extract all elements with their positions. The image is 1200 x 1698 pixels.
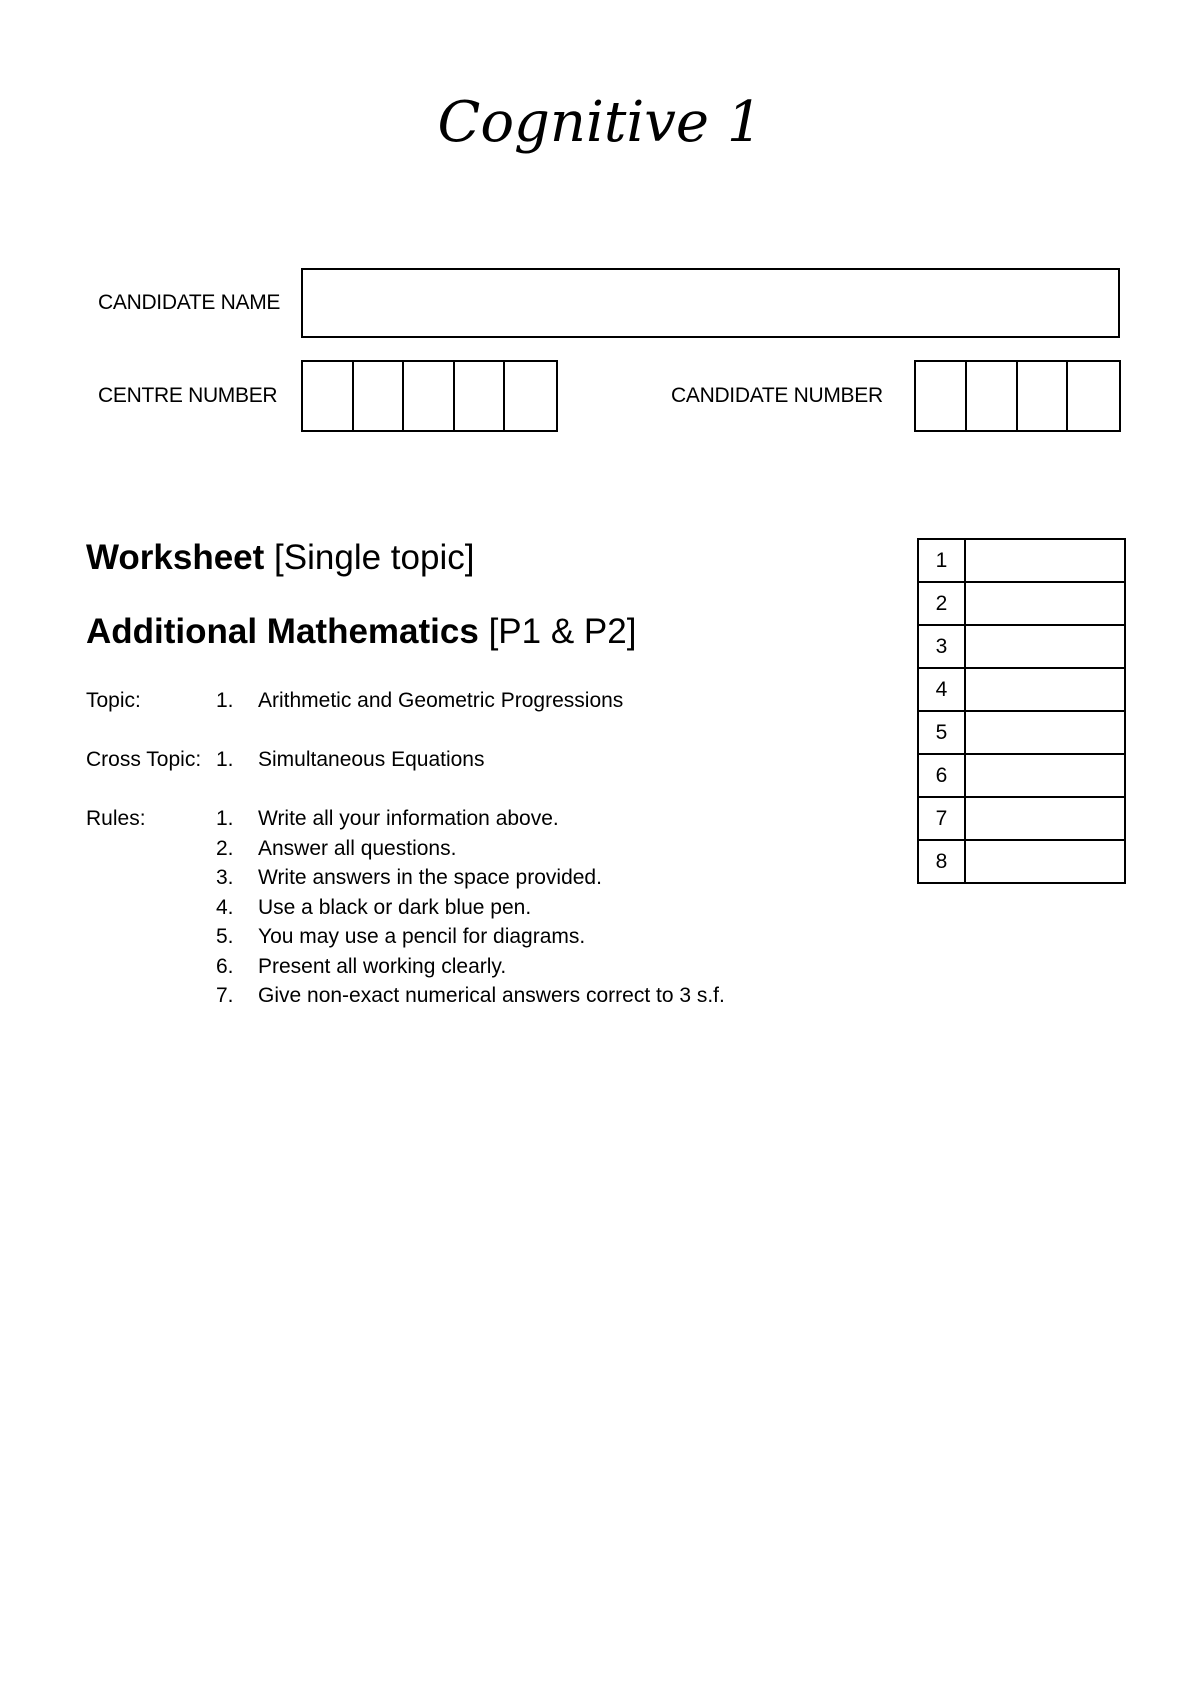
worksheet-heading [86,540,474,575]
cross-topic-item-text: Simultaneous Equations [258,748,485,771]
table-row [918,797,1125,840]
rules-row [86,804,725,1007]
topic-label: Topic: [86,689,141,712]
question-number: 3 [918,625,965,668]
list-item [216,922,725,952]
question-number: 2 [918,582,965,625]
question-number: 6 [918,754,965,797]
rule-number: 4. [216,895,234,919]
cross-topic-label: Cross Topic: [86,748,202,771]
mark-cell[interactable] [965,625,1125,668]
candidate-number-label: CANDIDATE NUMBER [671,384,883,407]
rule-text: Write answers in the space provided. [258,866,602,889]
page-title: Cognitive 1 [437,90,763,155]
question-number: 4 [918,668,965,711]
table-row [918,668,1125,711]
candidate-digit-box[interactable] [967,362,1018,430]
mark-cell[interactable] [965,797,1125,840]
rule-text: Answer all questions. [258,836,457,860]
table-row [918,711,1125,754]
candidate-name-label: CANDIDATE NAME [98,291,281,314]
list-item [216,981,725,1011]
list-item [216,952,725,982]
mark-cell[interactable] [965,539,1125,582]
cross-topic-row [86,745,484,775]
table-row [918,625,1125,668]
mark-cell[interactable] [965,582,1125,625]
score-table [917,538,1126,884]
rule-text: Give non-exact numerical answers correct to 3 s.f. [258,984,725,1007]
cross-topic-item-number: 1. [216,748,234,771]
rules-list [216,804,725,1011]
candidate-digit-box[interactable] [916,362,967,430]
table-row [918,754,1125,797]
list-item [216,804,725,834]
centre-number-label: CENTRE NUMBER [98,384,278,407]
table-row [918,840,1125,883]
worksheet-heading-type: [Single topic] [274,538,475,577]
rule-text: You may use a pencil for diagrams. [258,925,586,948]
topic-item-number: 1. [216,689,234,712]
rule-number: 3. [216,866,234,889]
candidate-digit-box[interactable] [1068,362,1119,430]
question-number: 1 [918,539,965,582]
table-row [918,539,1125,582]
rule-number: 7. [216,984,234,1007]
centre-digit-box[interactable] [404,362,455,430]
list-item [216,834,725,864]
subject-heading-bold: Additional Mathematics [86,612,479,651]
rule-text: Write all your information above. [258,807,559,830]
worksheet-heading-bold: Worksheet [86,538,265,577]
mark-cell[interactable] [965,711,1125,754]
rule-number: 2. [216,836,234,860]
list-item [216,893,725,923]
topic-item-text: Arithmetic and Geometric Progressions [258,689,624,712]
rule-number: 5. [216,925,234,948]
rule-text: Present all working clearly. [258,954,507,978]
candidate-digit-box[interactable] [1018,362,1069,430]
centre-digit-box[interactable] [505,362,556,430]
question-number: 5 [918,711,965,754]
candidate-name-field[interactable] [301,268,1120,338]
list-item [216,863,725,893]
candidate-number-field[interactable] [914,360,1121,432]
rule-number: 1. [216,807,234,830]
rules-label: Rules: [86,807,146,830]
centre-digit-box[interactable] [354,362,405,430]
rule-text: Use a black or dark blue pen. [258,895,532,919]
topic-row [86,686,623,716]
centre-digit-box[interactable] [455,362,506,430]
question-number: 8 [918,840,965,883]
question-number: 7 [918,797,965,840]
table-row [918,582,1125,625]
mark-cell[interactable] [965,668,1125,711]
mark-cell[interactable] [965,840,1125,883]
subject-heading-papers: [P1 & P2] [488,612,637,651]
subject-heading [86,614,636,649]
centre-digit-box[interactable] [303,362,354,430]
rule-number: 6. [216,954,234,978]
mark-cell[interactable] [965,754,1125,797]
centre-number-field[interactable] [301,360,558,432]
